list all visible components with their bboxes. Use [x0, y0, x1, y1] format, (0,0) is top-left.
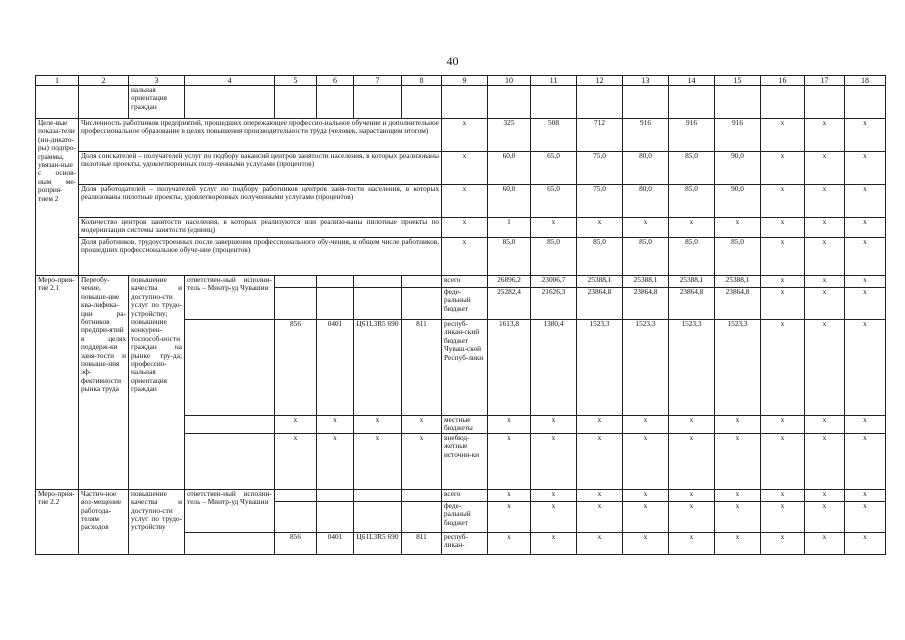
indicator-value: 712: [577, 119, 623, 152]
funding-value: х: [669, 532, 715, 554]
funding-value: 25388,1: [669, 276, 715, 288]
column-number: 6: [317, 76, 354, 86]
funding-value: х: [761, 433, 805, 489]
indicator-value: х: [623, 218, 669, 238]
indicator-value: х: [761, 185, 805, 218]
indicator-value: х: [845, 185, 886, 218]
table-cell: [845, 86, 886, 119]
column-number: 10: [488, 76, 531, 86]
funding-value: 25282,4: [488, 288, 531, 320]
table-cell: [761, 86, 805, 119]
budget-code-c6: [317, 489, 354, 501]
measure-c3: повышение качества и доступно-сти услуг по трудо-устройству; повышение конкурен-тоспособ-ности граждан на рынке тру-да; профессио-нальная ориентация граждан: [129, 276, 185, 490]
funding-source: местные бюджеты: [442, 416, 488, 434]
table-cell: [488, 86, 531, 119]
budget-code-c5: [275, 276, 317, 288]
funding-value: х: [531, 501, 577, 532]
budget-code-c6: 0401: [317, 532, 354, 554]
funding-value: х: [845, 276, 886, 288]
funding-value: х: [761, 288, 805, 320]
funding-value: 23864,8: [623, 288, 669, 320]
budget-code-c8: [402, 288, 442, 320]
funding-value: 25388,1: [577, 276, 623, 288]
funding-value: 1380,4: [531, 320, 577, 416]
funding-value: х: [623, 433, 669, 489]
funding-value: х: [531, 532, 577, 554]
indicator-value: х: [845, 152, 886, 185]
funding-value: х: [845, 320, 886, 416]
funding-source: всего: [442, 489, 488, 501]
budget-code-c7: Ц61L3R5 690: [354, 532, 402, 554]
indicator-value: х: [577, 218, 623, 238]
funding-value: х: [805, 276, 845, 288]
column-number: 7: [354, 76, 402, 86]
indicator-row: [36, 185, 886, 218]
measure-c3: повышение качества и доступно-сти услуг по трудо-устройству: [129, 489, 185, 554]
column-number: 16: [761, 76, 805, 86]
column-number: 12: [577, 76, 623, 86]
funding-value: 23864,8: [577, 288, 623, 320]
measure-row: [36, 276, 886, 288]
budget-code-c5: [275, 288, 317, 320]
budget-code-c8: 811: [402, 320, 442, 416]
table-cell: [36, 86, 79, 119]
funding-value: х: [845, 532, 886, 554]
table-cell: [402, 86, 442, 119]
funding-value: х: [577, 532, 623, 554]
measure-c2: Частич-ное воз-мещение работода-телям расходов: [79, 489, 129, 554]
budget-code-c6: [317, 288, 354, 320]
indicator-value: 75,0: [577, 152, 623, 185]
funding-value: х: [715, 501, 761, 532]
table-cell: [805, 86, 845, 119]
indicator-value: х: [761, 152, 805, 185]
indicator-value: х: [805, 185, 845, 218]
table-cell: [185, 86, 275, 119]
funding-value: х: [669, 433, 715, 489]
funding-value: х: [488, 416, 531, 434]
table-cell: [577, 86, 623, 119]
budget-code-c8: 811: [402, 532, 442, 554]
budget-code-c6: 0401: [317, 320, 354, 416]
column-number: 1: [36, 76, 79, 86]
funding-value: х: [761, 501, 805, 532]
funding-value: х: [577, 433, 623, 489]
funding-value: х: [805, 416, 845, 434]
measure-c1: Меро-прия-тие 2.1: [36, 276, 79, 490]
indicator-value: 80,0: [623, 185, 669, 218]
indicator-row: [36, 218, 886, 238]
funding-value: х: [577, 501, 623, 532]
table-cell: [715, 86, 761, 119]
funding-value: х: [845, 501, 886, 532]
indicator-unit-cell: х: [442, 238, 488, 276]
indicator-value: 916: [715, 119, 761, 152]
indicator-value: х: [761, 218, 805, 238]
indicator-value: 85,0: [623, 238, 669, 276]
column-number: 13: [623, 76, 669, 86]
table-cell: [185, 416, 275, 434]
indicator-value: 90,0: [715, 185, 761, 218]
funding-value: х: [805, 532, 845, 554]
indicator-value: х: [715, 218, 761, 238]
indicator-value: х: [805, 152, 845, 185]
budget-code-c5: [275, 489, 317, 501]
measure-row: [36, 489, 886, 501]
page-number: 40: [446, 54, 459, 68]
measure-executor: ответствен-ный исполни-тель – Минтр-уд Чувашии: [185, 489, 275, 532]
indicator-value: 90,0: [715, 152, 761, 185]
indicator-value: х: [805, 238, 845, 276]
funding-value: х: [761, 276, 805, 288]
funding-value: х: [669, 489, 715, 501]
column-number: 11: [531, 76, 577, 86]
funding-value: 1613,8: [488, 320, 531, 416]
indicator-value: х: [669, 218, 715, 238]
funding-value: 21626,3: [531, 288, 577, 320]
funding-value: х: [531, 416, 577, 434]
budget-code-c5: х: [275, 433, 317, 489]
funding-value: х: [669, 416, 715, 434]
table-cell: нальная ориентация граждан: [129, 86, 185, 119]
indicator-unit-cell: х: [442, 218, 488, 238]
column-number-row: [36, 76, 886, 86]
funding-value: х: [577, 489, 623, 501]
measure-c1: Меро-прия-тие 2.2: [36, 489, 79, 554]
indicator-text: Доля работодателей – получателей услуг по подбору работников центров заня-тости населения, в которых реализованы пилотные проекты, удовлетворенных полученными услугами (процентов): [79, 185, 442, 218]
funding-value: 23864,8: [669, 288, 715, 320]
funding-source: респуб-ликан-ский бюджет Чуваш-ской Респуб-лики: [442, 320, 488, 416]
funding-source: респуб-ликан-: [442, 532, 488, 554]
budget-table: [35, 75, 886, 555]
funding-value: х: [715, 532, 761, 554]
column-number: 2: [79, 76, 129, 86]
indicator-value: 80,0: [623, 152, 669, 185]
funding-source: феде-ральный бюджет: [442, 288, 488, 320]
indicator-value: 60,0: [488, 152, 531, 185]
indicator-unit-cell: х: [442, 119, 488, 152]
funding-value: х: [669, 501, 715, 532]
funding-source: феде-ральный бюджет: [442, 501, 488, 532]
indicator-text: Доля работников, трудоустроенных после завершения профессионального обу-чения, в общем числе работников, прошедших профессиональное обуче-ние (процентов): [79, 238, 442, 276]
funding-value: х: [805, 433, 845, 489]
funding-value: х: [488, 501, 531, 532]
indicator-value: 65,0: [531, 152, 577, 185]
indicator-value: х: [845, 119, 886, 152]
column-number: 15: [715, 76, 761, 86]
budget-code-c7: [354, 276, 402, 288]
indicator-value: х: [805, 119, 845, 152]
budget-code-c7: Ц61L3R5 690: [354, 320, 402, 416]
funding-value: х: [845, 288, 886, 320]
indicator-row: [36, 152, 886, 185]
funding-value: х: [845, 433, 886, 489]
indicator-value: 75,0: [577, 185, 623, 218]
funding-value: х: [577, 416, 623, 434]
indicator-text: Численность работников предприятий, прошедших опережающее профессио-нальное обучение и дополнительное профессиональное образование в целях повышения производительности труда (человек, нарастающим итогом): [79, 119, 442, 152]
indicator-value: 85,0: [531, 238, 577, 276]
funding-value: 23864,8: [715, 288, 761, 320]
column-number: 17: [805, 76, 845, 86]
indicator-value: 916: [623, 119, 669, 152]
measure-executor: ответствен-ный исполни-тель – Минтр-уд Чувашии: [185, 276, 275, 320]
indicator-text: Доля соискателей – получателей услуг по подбору вакансий центров занятости населения, в которых реализованы пилотные проекты, удовлетворенных полу-ченными услугами (процентов): [79, 152, 442, 185]
budget-code-c6: [317, 276, 354, 288]
continuation-row: [36, 86, 886, 119]
funding-value: х: [715, 416, 761, 434]
funding-value: 25388,1: [715, 276, 761, 288]
indicators-label: Целе-вые показа-тели (ин-дикато-ры) подпро-граммы, увязан-ные с основ-ным ме-роприя-тием 2: [36, 119, 79, 276]
indicator-value: 85,0: [715, 238, 761, 276]
measure-c2: Переобу-чение, повыше-ние ква-лифика-ции ра-ботников предпри-ятий в целях поддерж-ки заня-тости и повыше-ния эф-фективности рынка труда: [79, 276, 129, 490]
indicator-value: 85,0: [669, 238, 715, 276]
indicator-value: х: [805, 218, 845, 238]
budget-code-c6: х: [317, 416, 354, 434]
budget-code-c7: х: [354, 416, 402, 434]
funding-value: х: [805, 489, 845, 501]
funding-value: х: [761, 532, 805, 554]
indicator-value: х: [761, 119, 805, 152]
indicator-value: 65,0: [531, 185, 577, 218]
indicator-value: х: [761, 238, 805, 276]
table-cell: [185, 532, 275, 554]
budget-code-c6: [317, 501, 354, 532]
table-cell: [275, 86, 317, 119]
indicator-value: 1: [488, 218, 531, 238]
table-cell: [623, 86, 669, 119]
funding-value: х: [715, 433, 761, 489]
funding-value: х: [845, 489, 886, 501]
indicator-value: 916: [669, 119, 715, 152]
budget-code-c5: 856: [275, 320, 317, 416]
funding-source: всего: [442, 276, 488, 288]
table-cell: [79, 86, 129, 119]
table-cell: [531, 86, 577, 119]
column-number: 8: [402, 76, 442, 86]
funding-value: х: [623, 416, 669, 434]
funding-value: 1523,3: [577, 320, 623, 416]
funding-value: 1523,3: [715, 320, 761, 416]
budget-code-c5: [275, 501, 317, 532]
funding-value: х: [623, 532, 669, 554]
indicator-unit-cell: х: [442, 185, 488, 218]
funding-value: х: [531, 489, 577, 501]
indicator-value: х: [531, 218, 577, 238]
funding-value: х: [488, 532, 531, 554]
indicator-text: Количество центров занятости населения, в которых реализуются или реализо-ваны пилотные проекты по модернизации системы занятости (единиц): [79, 218, 442, 238]
funding-value: 26896,2: [488, 276, 531, 288]
funding-value: х: [805, 288, 845, 320]
column-number: 4: [185, 76, 275, 86]
budget-code-c7: [354, 489, 402, 501]
budget-code-c6: х: [317, 433, 354, 489]
budget-code-c7: [354, 288, 402, 320]
budget-code-c8: х: [402, 433, 442, 489]
indicator-row: [36, 238, 886, 276]
funding-value: 1523,3: [623, 320, 669, 416]
indicator-value: 508: [531, 119, 577, 152]
table-cell: [354, 86, 402, 119]
indicator-value: х: [845, 238, 886, 276]
indicator-value: 85,0: [488, 238, 531, 276]
funding-value: х: [531, 433, 577, 489]
table-body: [36, 76, 886, 555]
funding-value: х: [761, 320, 805, 416]
column-number: 14: [669, 76, 715, 86]
indicator-unit-cell: х: [442, 152, 488, 185]
funding-value: х: [715, 489, 761, 501]
funding-value: 23006,7: [531, 276, 577, 288]
column-number: 5: [275, 76, 317, 86]
table-cell: [185, 320, 275, 416]
budget-code-c7: х: [354, 433, 402, 489]
indicator-value: 85,0: [577, 238, 623, 276]
funding-value: х: [761, 416, 805, 434]
indicator-value: 85,0: [669, 152, 715, 185]
table-cell: [669, 86, 715, 119]
budget-code-c7: [354, 501, 402, 532]
column-number: 9: [442, 76, 488, 86]
budget-code-c8: х: [402, 416, 442, 434]
budget-code-c5: 856: [275, 532, 317, 554]
indicator-value: 85,0: [669, 185, 715, 218]
indicator-value: 325: [488, 119, 531, 152]
budget-code-c8: [402, 501, 442, 532]
funding-value: х: [623, 501, 669, 532]
funding-source: внебюд-жетные источни-ки: [442, 433, 488, 489]
funding-value: х: [805, 501, 845, 532]
budget-code-c8: [402, 276, 442, 288]
indicator-row: [36, 119, 886, 152]
funding-value: х: [488, 433, 531, 489]
column-number: 3: [129, 76, 185, 86]
funding-value: 1523,3: [669, 320, 715, 416]
funding-value: х: [488, 489, 531, 501]
indicator-value: 60,0: [488, 185, 531, 218]
funding-value: х: [805, 320, 845, 416]
funding-value: 25388,1: [623, 276, 669, 288]
table-cell: [185, 433, 275, 489]
funding-value: х: [845, 416, 886, 434]
table-cell: [442, 86, 488, 119]
funding-value: х: [623, 489, 669, 501]
table-cell: [317, 86, 354, 119]
budget-code-c8: [402, 489, 442, 501]
column-number: 18: [845, 76, 886, 86]
funding-value: х: [761, 489, 805, 501]
indicator-value: х: [845, 218, 886, 238]
budget-code-c5: х: [275, 416, 317, 434]
